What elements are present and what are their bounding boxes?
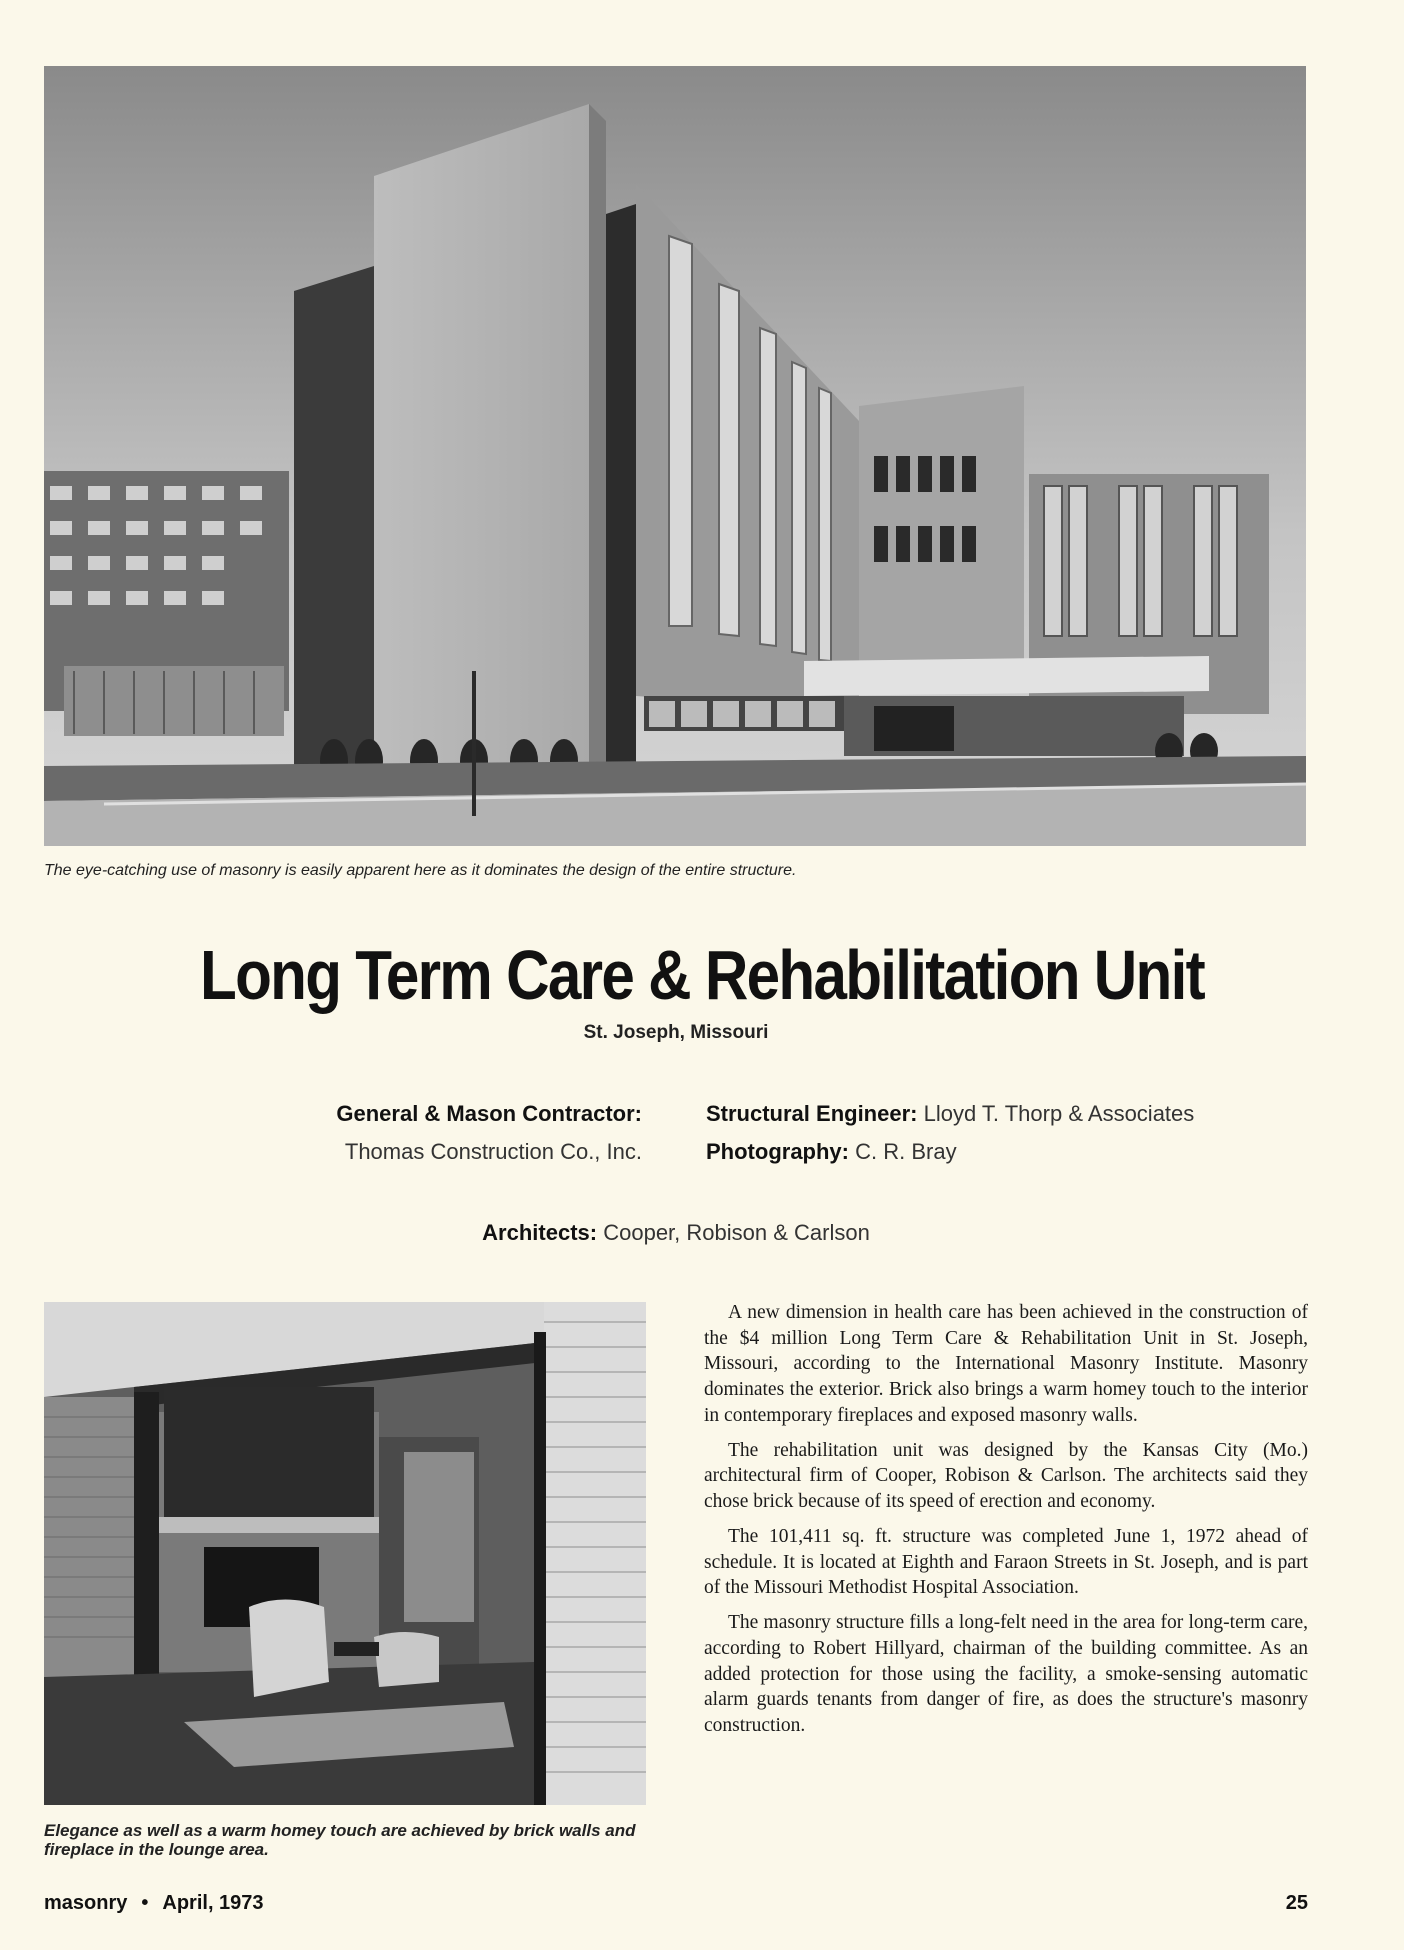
lounge-interior-photo — [44, 1302, 646, 1805]
location-subtitle: St. Joseph, Missouri — [583, 1022, 769, 1043]
structural-engineer-value: Lloyd T. Thorp & Associates — [923, 1101, 1195, 1126]
photography-label: Photography: — [706, 1139, 849, 1164]
photography-credit — [706, 1141, 957, 1163]
publication-name: masonry — [44, 1892, 128, 1914]
structural-engineer-label: Structural Engineer: — [706, 1101, 918, 1126]
bullet-separator: • — [141, 1892, 149, 1914]
photography-value: C. R. Bray — [855, 1139, 957, 1164]
page-number: 25 — [1285, 1892, 1308, 1914]
building-exterior-photo — [44, 66, 1306, 846]
lounge-photo-caption: Elegance as well as a warm homey touch are achieved by brick walls and fireplace in the lounge area. — [44, 1821, 636, 1859]
architects-credit — [0, 1222, 1352, 1244]
top-photo-caption: The eye-catching use of masonry is easily apparent here as it dominates the design of the entire structure. — [44, 862, 797, 879]
article-paragraph: A new dimension in health care has been achieved in the construction of the $4 million Long Term Care & Rehabilitation Unit in St. Joseph, Missouri, according to the International Masonry Institute. Masonry dominates the exterior. Brick also brings a warm homey touch to the interior in contemporary fireplaces and exposed masonry walls. — [704, 1302, 1308, 1426]
general-contractor-label: General & Mason Contractor: — [336, 1101, 642, 1126]
lounge-illustration — [44, 1302, 646, 1805]
building-illustration — [44, 66, 1306, 846]
structural-engineer-credit — [706, 1103, 1194, 1125]
page-title: Long Term Care & Rehabilitation Unit — [200, 936, 1204, 1014]
article-paragraph: The masonry structure fills a long-felt need in the area for long-term care, according to Robert Hillyard, chairman of the building committee. As an added protection for those using the facility, a smoke-sensing automatic alarm guards tenants from danger of fire, as does the structure's masonry construction. — [704, 1612, 1308, 1737]
architects-label: Architects: — [482, 1220, 598, 1245]
article-paragraph: The 101,411 sq. ft. structure was completed June 1, 1972 ahead of schedule. It is located at Eighth and Faraon Streets in St. Joseph, and is part of the Missouri Methodist Hospital Association. — [704, 1525, 1308, 1599]
footer-publication — [44, 1892, 264, 1915]
architects-value: Cooper, Robison & Carlson — [603, 1220, 870, 1245]
article-body — [704, 1300, 1308, 1748]
article-paragraph: The rehabilitation unit was designed by the Kansas City (Mo.) architectural firm of Cooper, Robison & Carlson. The architects said they chose brick because of its speed of erection and economy. — [704, 1439, 1308, 1513]
general-contractor-value: Thomas Construction Co., Inc. — [344, 1139, 642, 1164]
issue-date: April, 1973 — [162, 1892, 264, 1914]
